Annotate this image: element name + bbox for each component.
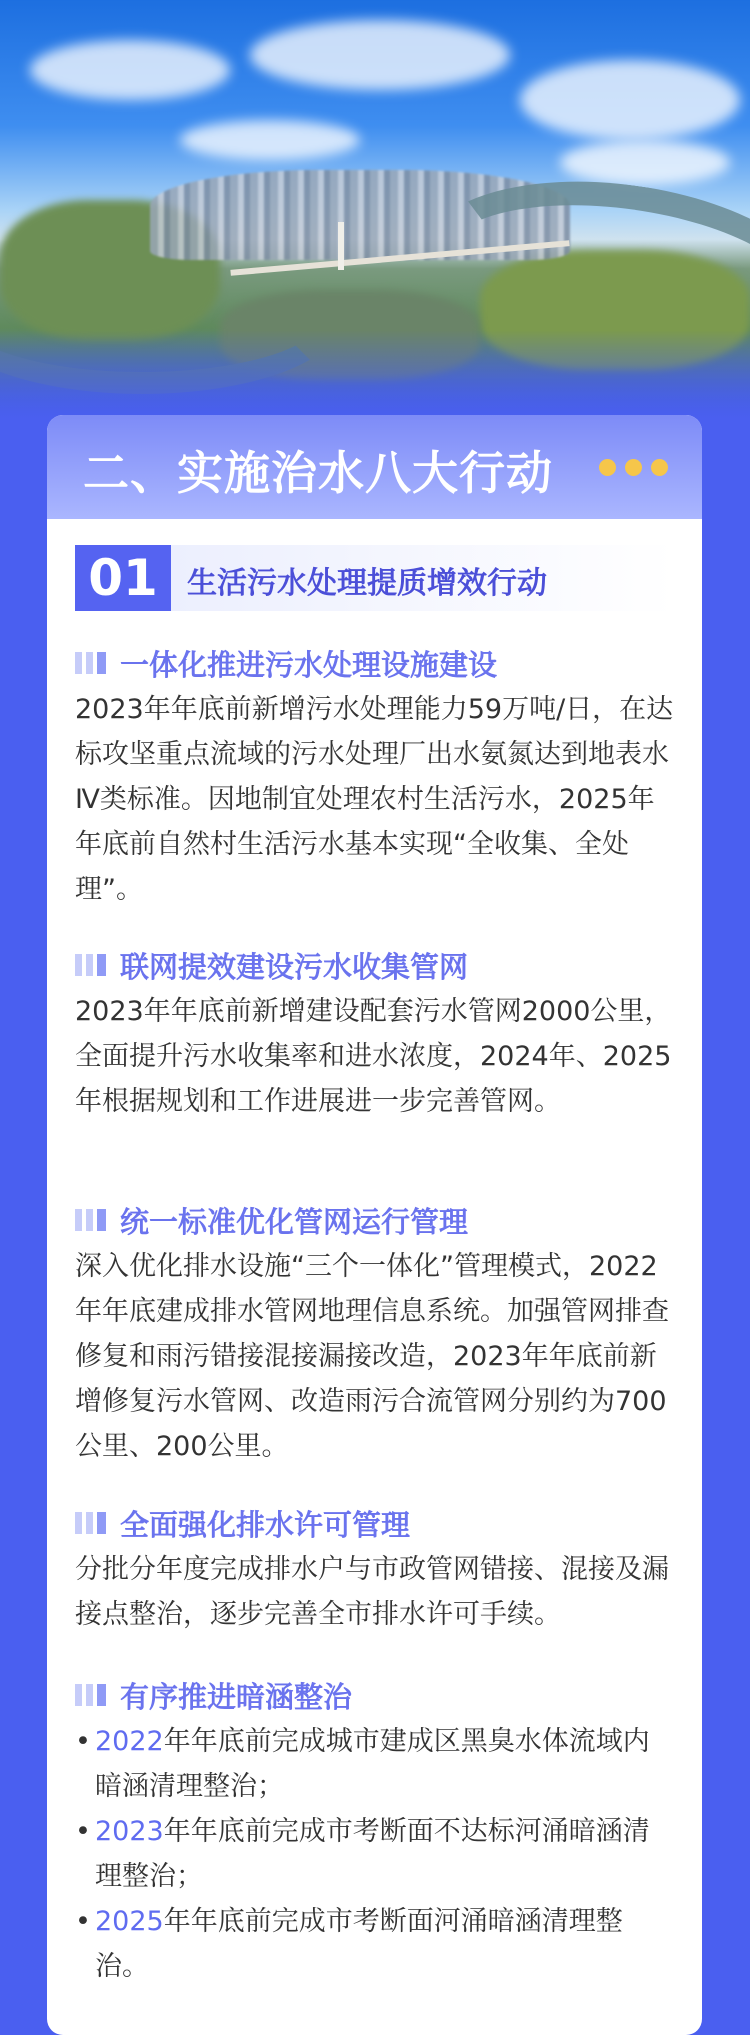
subsection [75,945,674,1124]
bullet-year: 2022 [95,1726,164,1757]
subsection-title: 统一标准优化管网运行管理 [120,1204,469,1239]
bullet-text: 年年底前完成城市建成区黑臭水体流域内暗涵清理整治； [95,1726,650,1802]
section-header [75,545,675,611]
subsection-title: 一体化推进污水处理设施建设 [120,647,498,682]
bullet-dot-icon: • [75,1816,91,1847]
subsection-title: 有序推进暗涵整治 [120,1679,353,1714]
subsection-text: 2023年年底前新增建设配套污水管网2000公里，全面提升污水收集率和进水浓度，2024年、2025年根据规划和工作进展进一步完善管网。 [75,996,672,1117]
subsection [75,643,674,912]
list-item [75,1719,674,1809]
list-item [75,1809,674,1899]
bars-icon [75,1512,106,1534]
content-card [47,415,702,2035]
bullet-year: 2023 [95,1816,164,1847]
section-number: 01 [75,545,171,611]
bullet-list [75,1719,674,1989]
dot-icon [625,459,642,476]
bars-icon [75,1684,106,1706]
list-item [75,1899,674,1989]
subsection-text: 分批分年度完成排水户与市政管网错接、混接及漏接点整治，逐步完善全市排水许可手续。 [75,1554,669,1630]
subsection-text: 2023年年底前新增污水处理能力59万吨/日，在达标攻坚重点流域的污水处理厂出水氨氮达到地表水Ⅳ类标准。因地制宜处理农村生活污水，2025年年底前自然村生活污水基本实现“全收集、全处理”。 [75,694,674,905]
bars-icon [75,652,106,674]
subsection [75,1675,674,1989]
decorative-dots [599,459,668,476]
hero-aerial-image [0,0,750,420]
card-title: 二、实施治水八大行动 [83,446,553,500]
subsection-text: 深入优化排水设施“三个一体化”管理模式，2022年年底建成排水管网地理信息系统。加强管网排查修复和雨污错接混接漏接改造，2023年年底前新增修复污水管网、改造雨污合流管网分别约为700公里、200公里。 [75,1251,669,1462]
bullet-text: 年年底前完成市考断面不达标河涌暗涵清理整治； [95,1816,650,1892]
bullet-dot-icon: • [75,1726,91,1757]
subsection [75,1200,674,1469]
section-title: 生活污水处理提质增效行动 [187,566,547,601]
subsection-title: 全面强化排水许可管理 [120,1507,411,1542]
dot-icon [599,459,616,476]
subsection-title: 联网提效建设污水收集管网 [120,949,469,984]
subsection [75,1503,674,1637]
card-header [47,415,702,519]
bars-icon [75,1209,106,1231]
bars-icon [75,954,106,976]
bullet-text: 年年底前完成市考断面河涌暗涵清理整治。 [95,1906,623,1982]
bullet-dot-icon: • [75,1906,91,1937]
dot-icon [651,459,668,476]
bullet-year: 2025 [95,1906,164,1937]
